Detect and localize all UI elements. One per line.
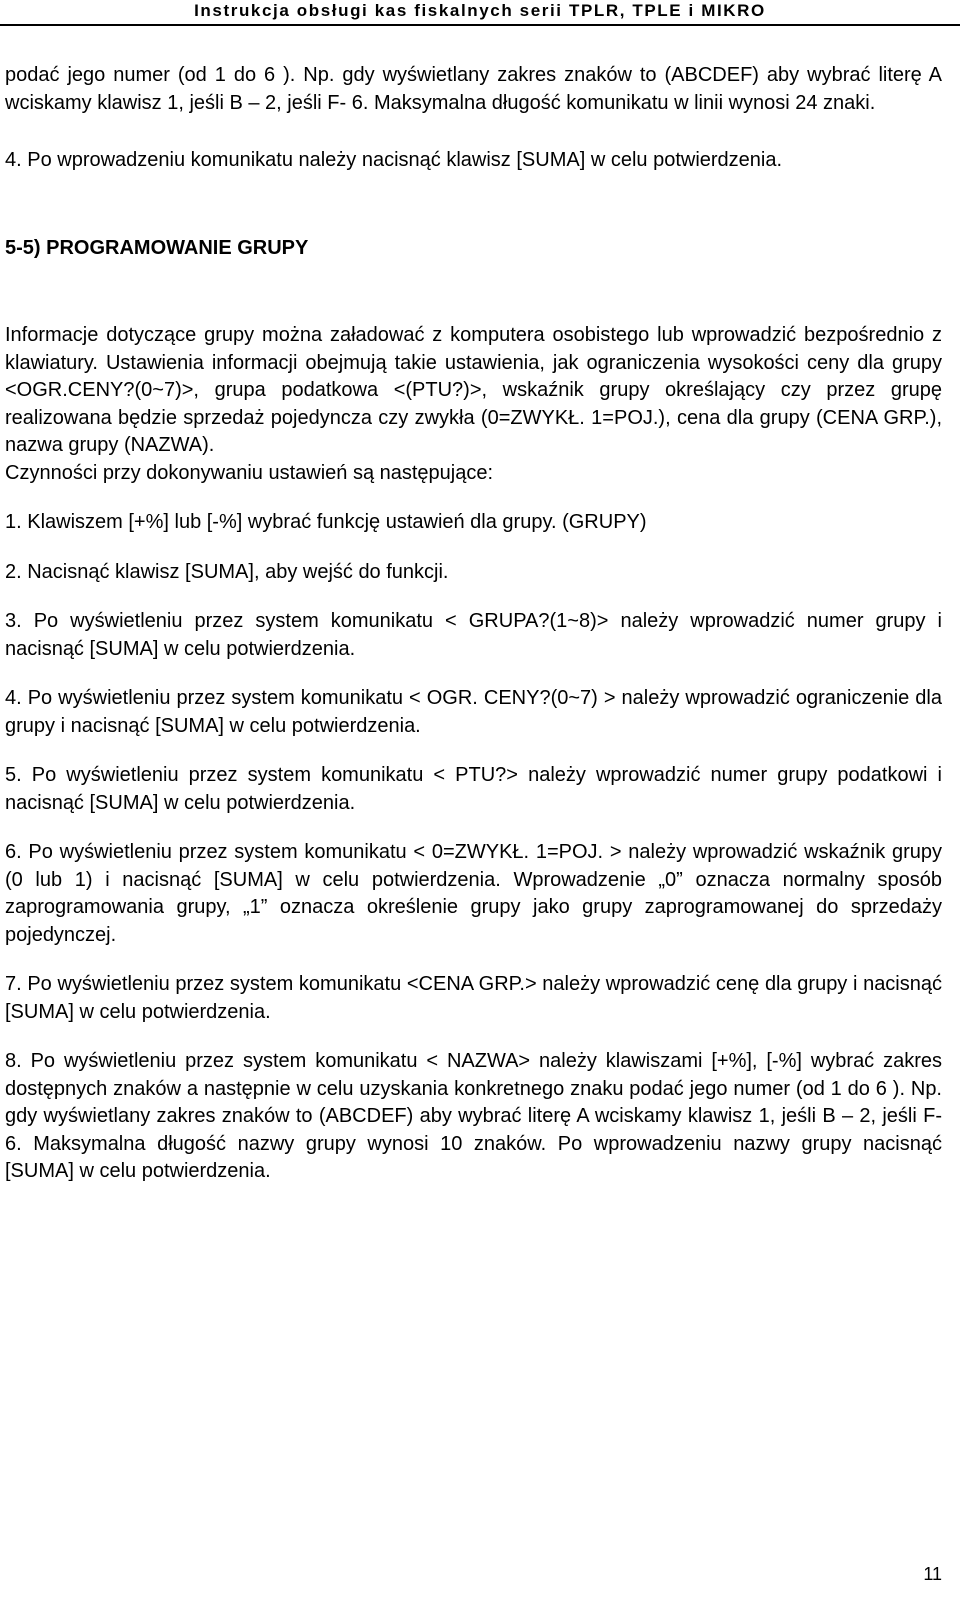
step-1: 1. Klawiszem [+%] lub [-%] wybrać funkcję ustawień dla grupy. (GRUPY)	[5, 511, 647, 533]
step-5: 5. Po wyświetleniu przez system komunikatu < PTU?> należy wprowadzić numer grupy podatkowi i nacisnąć [SUMA] w celu potwierdzenia.	[5, 764, 942, 814]
step-6: 6. Po wyświetleniu przez system komunikatu < 0=ZWYKŁ. 1=POJ. > należy wprowadzić wskaźnik grupy (0 lub 1) i nacisnąć [SUMA] w celu potwierdzenia. Wprowadzenie „0” oznacza normalny sposób zaprogramowania grupy, „1” oznacza określenie grupy jako grupy zaprogramowanej do sprzedaży pojedynczej.	[5, 841, 942, 946]
group-info-paragraph: Informacje dotyczące grupy można załadować z komputera osobistego lub wprowadzić bezpośrednio z klawiatury. Ustawienia informacji obejmują takie ustawienia, jak ograniczenia wysokości ceny dla grupy <OGR.CENY?(0~7)>, grupa podatkowa <(PTU?)>, wskaźnik grupy określający czy przez grupę realizowana będzie sprzedaż pojedyncza czy zwykła (0=ZWYKŁ. 1=POJ.), cena dla grupy (CENA GRP.), nazwa grupy (NAZWA).	[5, 324, 942, 456]
step-2: 2. Nacisnąć klawisz [SUMA], aby wejść do funkcji.	[5, 560, 449, 583]
step-7: 7. Po wyświetleniu przez system komunikatu <CENA GRP.> należy wprowadzić cenę dla grupy i nacisnąć [SUMA] w celu potwierdzenia.	[5, 973, 942, 1023]
steps-intro: Czynności przy dokonywaniu ustawień są następujące:	[5, 461, 494, 484]
header-divider	[0, 24, 960, 26]
intro-paragraph: podać jego numer (od 1 do 6 ). Np. gdy wyświetlany zakres znaków to (ABCDEF) aby wybrać literę A wciskamy klawisz 1, jeśli B – 2, jeśli F- 6. Maksymalna długość komunikatu w linii wynosi 24 znaki.	[5, 64, 942, 114]
previous-step-4: 4. Po wprowadzeniu komunikatu należy nacisnąć klawisz [SUMA] w celu potwierdzenia.	[5, 149, 783, 171]
page-header	[0, 0, 960, 30]
document-body	[5, 62, 942, 1186]
page-number: 11	[923, 1564, 942, 1584]
section-heading: 5-5) PROGRAMOWANIE GRUPY	[5, 236, 309, 259]
step-8: 8. Po wyświetleniu przez system komunikatu < NAZWA> należy klawiszami [+%], [-%] wybrać zakres dostępnych znaków a następnie w celu uzyskania konkretnego znaku podać jego numer (od 1 do 6 ). Np. gdy wyświetlany zakres znaków to (ABCDEF) aby wybrać literę A wciskamy klawisz 1, jeśli B – 2, jeśli F- 6. Maksymalna długość nazwy grupy wynosi 10 znaków. Po wprowadzeniu nazwy grupy nacisnąć [SUMA] w celu potwierdzenia.	[5, 1050, 942, 1182]
step-4: 4. Po wyświetleniu przez system komunikatu < OGR. CENY?(0~7) > należy wprowadzić ograniczenie dla grupy i nacisnąć [SUMA] w celu potwierdzenia.	[5, 687, 942, 737]
step-3: 3. Po wyświetleniu przez system komunikatu < GRUPA?(1~8)> należy wprowadzić numer grupy i nacisnąć [SUMA] w celu potwierdzenia.	[5, 610, 942, 660]
document-title: Instrukcja obsługi kas fiskalnych serii TPLR, TPLE i MIKRO	[194, 1, 766, 20]
